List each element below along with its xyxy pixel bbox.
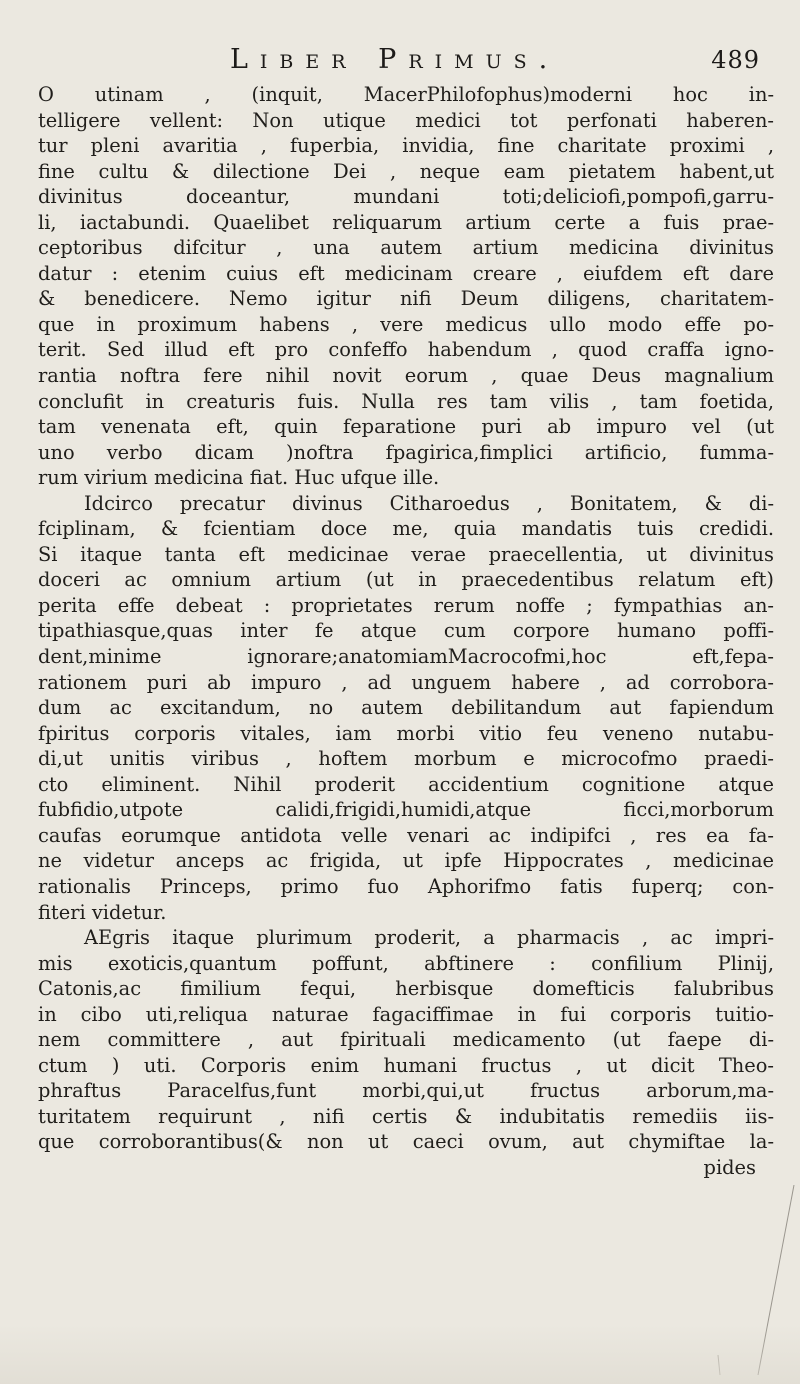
text-line: que corroborantibus(& non ut caeci ovum, aut chymiftae la- bbox=[38, 1130, 774, 1154]
text-line: phraftus Paracelfus,funt morbi,qui,ut fructus arborum,ma- bbox=[38, 1079, 774, 1103]
text-line: divinitus doceantur, mundani toti;deliciofi,pompofi,garru- bbox=[38, 185, 774, 209]
text-line: doceri ac omnium artium (ut in praecedentibus relatum eft) bbox=[38, 568, 774, 592]
text-line: fciplinam, & fcientiam doce me, quia mandatis tuis credidi. bbox=[38, 517, 774, 541]
text-line: tam venenata eft, quin feparatione puri ab impuro vel (ut bbox=[38, 415, 774, 439]
text-line: perita effe debeat : proprietates rerum noffe ; fympathias an- bbox=[38, 593, 774, 617]
text-line: & benedicere. Nemo igitur nifi Deum diligens, charitatem- bbox=[38, 287, 774, 311]
catchword: pides bbox=[703, 1155, 756, 1179]
text-line: uno verbo dicam )noftra fpagirica,fimplici artificio, fumma- bbox=[38, 440, 774, 464]
text-line: ctum ) uti. Corporis enim humani fructus , ut dicit Theo- bbox=[38, 1053, 774, 1077]
text-line: tipathiasque,quas inter fe atque cum corpore humano poffi- bbox=[38, 619, 774, 643]
text-line: Catonis,ac fimilium fequi, herbisque domefticis falubribus bbox=[38, 977, 774, 1001]
text-line: turitatem requirunt , nifi certis & indubitatis remediis iis- bbox=[38, 1104, 774, 1128]
text-line: caufas eorumque antidota velle venari ac indipifci , res ea fa- bbox=[38, 823, 774, 847]
text-line: telligere vellent: Non utique medici tot perfonati haberen- bbox=[38, 108, 774, 132]
text-line: cto eliminent. Nihil proderit accidentium cognitione atque bbox=[38, 772, 774, 796]
text-line: AEgris itaque plurimum proderit, a pharmacis , ac impri- bbox=[84, 926, 774, 950]
text-line: dent,minime ignorare;anatomiamMacrocofmi,hoc eft,fepa- bbox=[38, 645, 774, 669]
body-text bbox=[38, 82, 774, 1181]
text-line: fubfidio,utpote calidi,frigidi,humidi,atque ficci,morborum bbox=[38, 798, 774, 822]
text-line: datur : etenim cuius eft medicinam creare , eiufdem eft dare bbox=[38, 261, 774, 285]
text-line: mis exoticis,quantum poffunt, abftinere : confilium Plinij, bbox=[38, 951, 774, 975]
text-line: ne videtur anceps ac frigida, ut ipfe Hippocrates , medicinae bbox=[38, 849, 774, 873]
text-line: Idcirco precatur divinus Citharoedus , Bonitatem, & di- bbox=[84, 491, 774, 515]
text-line: rum virium medicina fiat. Huc ufque ille. bbox=[38, 466, 440, 490]
text-line: fiteri videtur. bbox=[38, 900, 167, 924]
page-number: 489 bbox=[711, 46, 760, 74]
text-line: ceptoribus difcitur , una autem artium medicina divinitus bbox=[38, 236, 774, 260]
text-line: fine cultu & dilectione Dei , neque eam pietatem habent,ut bbox=[38, 159, 774, 183]
text-line: dum ac excitandum, no autem debilitandum aut fapiendum bbox=[38, 696, 774, 720]
text-line: in cibo uti,reliqua naturae fagaciffimae in fui corporis tuitio- bbox=[38, 1002, 774, 1026]
text-line: fpiritus corporis vitales, iam morbi vitio feu veneno nutabu- bbox=[38, 721, 774, 745]
text-line: tur pleni avaritia , fuperbia, invidia, fine charitate proximi , bbox=[38, 134, 774, 158]
text-line: rantia noftra fere nihil novit eorum , quae Deus magnalium bbox=[38, 364, 774, 388]
scan-mark bbox=[706, 1185, 796, 1375]
text-line: nem committere , aut fpirituali medicamento (ut faepe di- bbox=[38, 1028, 774, 1052]
text-line: que in proximum habens , vere medicus ullo modo effe po- bbox=[38, 312, 774, 336]
running-head bbox=[230, 44, 760, 84]
text-line: rationalis Princeps, primo fuo Aphorifmo fatis fuperq; con- bbox=[38, 874, 774, 898]
text-line: di,ut unitis viribus , hoftem morbum e microcofmo praedi- bbox=[38, 747, 774, 771]
text-line: rationem puri ab impuro , ad unguem habere , ad corrobora- bbox=[38, 670, 774, 694]
text-line: O utinam , (inquit, MacerPhilofophus)moderni hoc in- bbox=[38, 83, 774, 106]
text-line: li, iactabundi. Quaelibet reliquarum artium certe a fuis prae- bbox=[38, 210, 774, 234]
text-line: conclufit in creaturis fuis. Nulla res tam vilis , tam foetida, bbox=[38, 389, 774, 413]
text-line: Si itaque tanta eft medicinae verae praecellentia, ut divinitus bbox=[38, 542, 774, 566]
text-line: terit. Sed illud eft pro confeffo habendum , quod craffa igno- bbox=[38, 338, 774, 362]
running-title: Liber Primus. bbox=[230, 44, 560, 75]
